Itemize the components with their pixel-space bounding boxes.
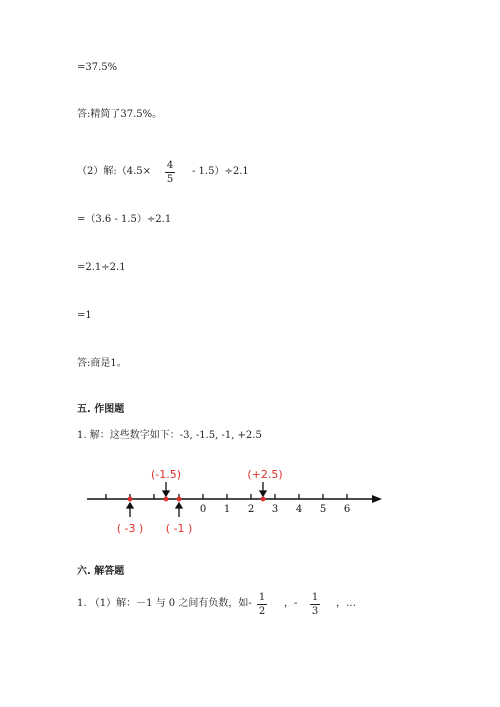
question-line-start: 1. （1）解：－1 与 0 之间有负数，如- [77, 598, 252, 609]
fraction-four-fifths [164, 160, 176, 185]
tick-label: 1 [223, 504, 231, 515]
arrow-head [163, 491, 169, 496]
tick-label: 5 [319, 504, 327, 515]
tick-label: 3 [271, 504, 279, 515]
label-minus-1-5: (-1.5) [150, 468, 182, 481]
arrow-head [127, 503, 133, 508]
answer-line: 答:精简了37.5%。 [77, 109, 163, 120]
fraction-bar [310, 604, 320, 605]
fraction-one-third [309, 592, 321, 617]
number-line-figure [82, 463, 392, 543]
equation-line: =1 [77, 310, 92, 321]
point-minus-1-5 [164, 497, 169, 502]
fraction-bar [165, 172, 175, 173]
section-title: 五. 作图题 [77, 404, 125, 415]
label-minus-3: ( -3 ) [116, 522, 144, 535]
point-minus-1 [177, 497, 182, 502]
equation-line: =2.1÷2.1 [77, 262, 126, 273]
arrow-head [260, 491, 266, 496]
label-minus-1: ( -1 ) [165, 522, 193, 535]
fraction-denominator: 5 [166, 174, 174, 185]
point-minus-3 [128, 497, 133, 502]
arrow-head [176, 503, 182, 508]
question-line-end: ，… [336, 598, 356, 609]
fraction-numerator: 1 [258, 592, 266, 603]
fraction-denominator: 2 [258, 606, 266, 617]
fraction-numerator: 1 [311, 592, 319, 603]
solution-line-end: - 1.5）÷2.1 [192, 166, 249, 177]
tick-label: 2 [247, 504, 255, 515]
fraction-bar [257, 604, 267, 605]
equation-line: =（3.6 - 1.5）÷2.1 [77, 214, 172, 225]
fraction-numerator: 4 [166, 160, 174, 171]
equation-line: =37.5% [77, 62, 118, 73]
fraction-denominator: 3 [311, 606, 319, 617]
question-line: 1. 解：这些数字如下：-3, -1.5, -1, +2.5 [77, 430, 262, 441]
question-line-mid: ，- [284, 598, 298, 609]
tick-label: 4 [295, 504, 303, 515]
solution-line-start: （2）解:（4.5× [77, 166, 152, 177]
fraction-one-half [256, 592, 268, 617]
point-plus-2-5 [261, 497, 266, 502]
label-plus-2-5: (+2.5) [247, 468, 283, 481]
tick-label: 0 [199, 504, 207, 515]
tick-label: 6 [343, 504, 351, 515]
axis-arrowhead [372, 495, 382, 503]
answer-line: 答:商是1。 [77, 358, 127, 369]
section-title: 六. 解答题 [77, 566, 125, 577]
